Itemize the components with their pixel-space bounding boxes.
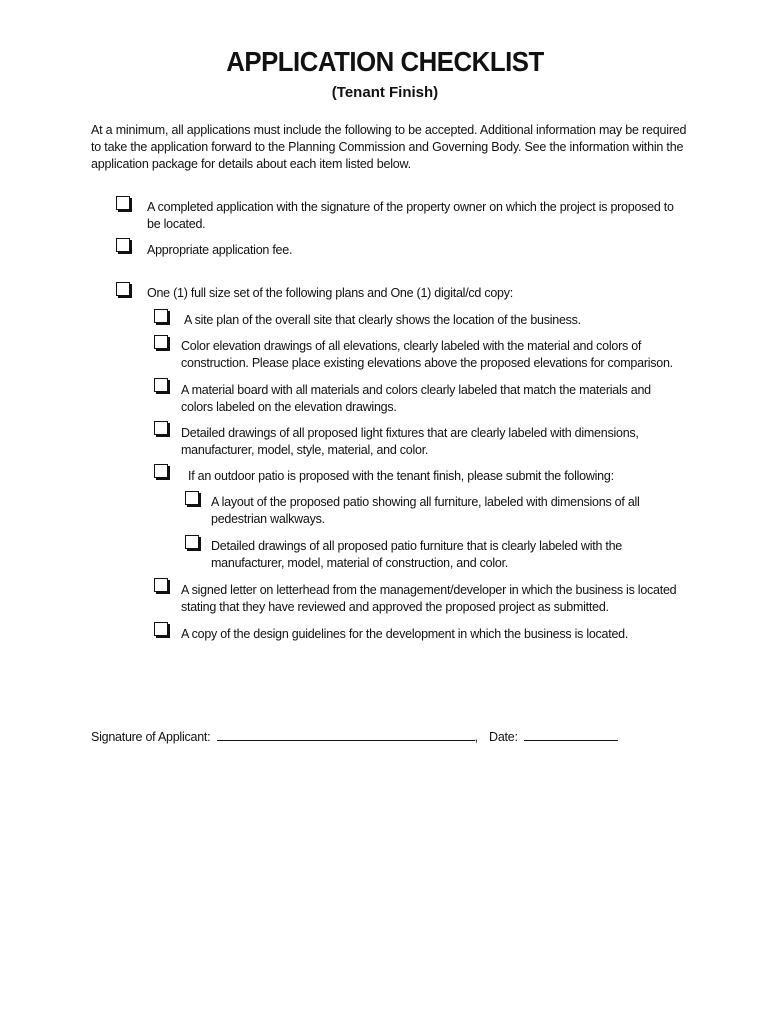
date-field[interactable]	[524, 728, 618, 741]
item-site-plan	[184, 312, 674, 329]
checkbox-patio-layout[interactable]	[185, 491, 199, 505]
signature-label: Signature of Applicant:	[91, 730, 211, 744]
checkbox-application-fee[interactable]	[116, 238, 130, 252]
checkbox-design-guidelines[interactable]	[154, 622, 168, 636]
item-label: A completed application with the signature of the property owner on which the project is proposed to be located.	[147, 200, 674, 231]
item-material-board	[181, 382, 661, 416]
checkbox-signed-letter[interactable]	[154, 578, 168, 592]
checkbox-material-board[interactable]	[154, 378, 168, 392]
checkbox-completed-application[interactable]	[116, 196, 130, 210]
item-plans	[147, 285, 677, 302]
checkbox-patio-furniture[interactable]	[185, 535, 199, 549]
item-application-fee	[147, 242, 677, 259]
signature-row	[91, 728, 618, 744]
item-label: A material board with all materials and colors clearly labeled that match the materials and colors labeled on the elevation drawings.	[181, 383, 651, 414]
item-color-elevation	[181, 338, 677, 372]
item-label: Appropriate application fee.	[147, 243, 293, 257]
item-label: A site plan of the overall site that clearly shows the location of the business.	[184, 313, 581, 327]
item-completed-application	[147, 199, 677, 233]
checkbox-light-fixtures[interactable]	[154, 421, 168, 435]
signature-field[interactable]	[217, 728, 475, 741]
item-label: Detailed drawings of all proposed patio furniture that is clearly labeled with the manufacturer, model, material of construction, and color.	[211, 539, 622, 570]
item-design-guidelines	[181, 626, 679, 643]
checkbox-outdoor-patio[interactable]	[154, 464, 168, 478]
intro-paragraph: At a minimum, all applications must include the following to be accepted. Additional information may be required to take the application forward to the Planning Commission and Governing Body. See the information within the application package for details about each item listed below.	[91, 123, 687, 171]
item-patio-layout	[211, 494, 661, 528]
item-label: One (1) full size set of the following plans and One (1) digital/cd copy:	[147, 286, 513, 300]
item-label: A layout of the proposed patio showing all furniture, labeled with dimensions of all pedestrian walkways.	[211, 495, 640, 526]
signature-separator: ,	[474, 730, 478, 744]
checkbox-color-elevation[interactable]	[154, 335, 168, 349]
page-title: APPLICATION CHECKLIST	[226, 46, 544, 77]
item-outdoor-patio	[188, 468, 658, 485]
checkbox-site-plan[interactable]	[154, 309, 168, 323]
item-label: Color elevation drawings of all elevations, clearly labeled with the material and colors of construction. Please place existing elevations above the proposed elevations for comparison.	[181, 339, 673, 370]
item-label: Detailed drawings of all proposed light fixtures that are clearly labeled with dimensions, manufacturer, model, style, material, and color.	[181, 426, 639, 457]
item-signed-letter	[181, 582, 679, 616]
date-label: Date:	[489, 730, 518, 744]
item-label: If an outdoor patio is proposed with the tenant finish, please submit the following:	[188, 469, 614, 483]
item-label: A signed letter on letterhead from the management/developer in which the business is located stating that they have reviewed and approved the proposed project as submitted.	[181, 583, 677, 614]
page-subtitle: (Tenant Finish)	[331, 84, 439, 101]
item-light-fixtures	[181, 425, 651, 459]
item-patio-furniture	[211, 538, 641, 572]
item-label: A copy of the design guidelines for the development in which the business is located.	[181, 627, 629, 641]
checkbox-plans[interactable]	[116, 282, 130, 296]
